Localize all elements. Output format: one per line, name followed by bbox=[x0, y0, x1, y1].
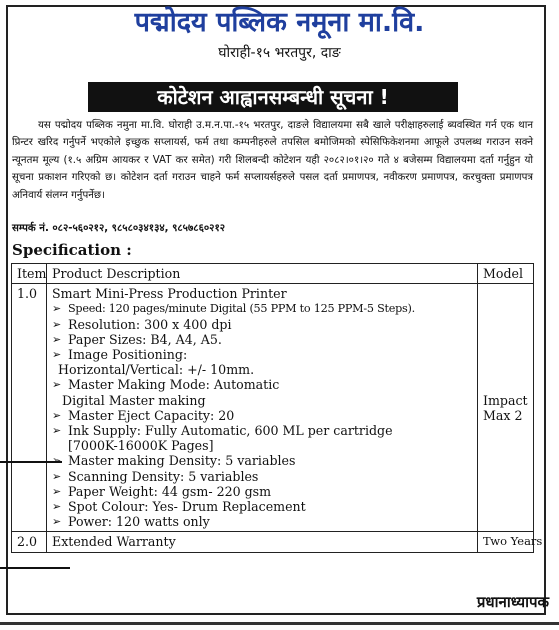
column-header-description: Product Description bbox=[47, 264, 478, 284]
feature-item: ➢ Ink Supply: Fully Automatic, 600 ML per cartridge bbox=[52, 423, 472, 438]
school-name: पद्मोदय पब्लिक नमूना मा.वि. bbox=[134, 7, 425, 38]
feature-item: ➢ Speed: 120 pages/minute Digital (55 PPM to 125 PPM-5 Steps). bbox=[52, 301, 472, 316]
warranty-model: Two Years bbox=[478, 532, 534, 552]
column-header-model: Model bbox=[478, 264, 534, 284]
feature-item: ➢ Master Eject Capacity: 20 bbox=[52, 408, 472, 423]
table-row bbox=[12, 532, 534, 552]
feature-continuation: [7000K-16000K Pages] bbox=[68, 438, 214, 454]
product-title: Smart Mini-Press Production Printer bbox=[52, 286, 287, 302]
feature-item: ➢ Scanning Density: 5 variables bbox=[52, 469, 472, 484]
notice-heading-banner: कोटेशन आह्वानसम्बन्धी सूचना ! bbox=[88, 82, 458, 112]
specification-heading: Specification : bbox=[12, 241, 132, 259]
product-model: Impact Max 2 bbox=[478, 284, 534, 532]
item-number: 2.0 bbox=[12, 532, 47, 552]
product-description bbox=[47, 284, 478, 532]
feature-list bbox=[52, 301, 472, 529]
item-number: 1.0 bbox=[12, 284, 47, 532]
feature-item: ➢ Resolution: 300 x 400 dpi bbox=[52, 317, 472, 332]
specification-table bbox=[11, 263, 543, 553]
feature-continuation: Horizontal/Vertical: +/- 10mm. bbox=[58, 362, 255, 378]
column-header-item: Item bbox=[12, 264, 47, 284]
contact-numbers: सम्पर्क नं. ०८२-५६०२१२, ९८५८०३४१३४, ९८५७८६०२१२ bbox=[12, 223, 226, 234]
feature-continuation: Digital Master making bbox=[62, 392, 206, 408]
feature-item: ➢ Paper Weight: 44 gsm- 220 gsm bbox=[52, 484, 472, 499]
signature-title: प्रधानाध्यापक bbox=[476, 593, 549, 611]
feature-item: ➢ Master Making Mode: Automatic bbox=[52, 377, 472, 392]
feature-item: ➢ Image Positioning: bbox=[52, 347, 472, 362]
feature-item: ➢ Power: 120 watts only bbox=[52, 514, 472, 529]
margin-pointer-line bbox=[0, 567, 70, 569]
warranty-description: Extended Warranty bbox=[47, 532, 478, 552]
table-row bbox=[12, 284, 534, 532]
feature-item: ➢ Master making Density: 5 variables bbox=[52, 453, 472, 468]
table-header-row bbox=[12, 264, 534, 284]
feature-item: ➢ Paper Sizes: B4, A4, A5. bbox=[52, 332, 472, 347]
bottom-divider bbox=[0, 622, 559, 625]
feature-item: ➢ Spot Colour: Yes- Drum Replacement bbox=[52, 499, 472, 514]
margin-pointer-line bbox=[0, 461, 62, 463]
notice-body: यस पद्मोदय पब्लिक नमुना मा.वि. घोराही उ.म.न.पा.-१५ भरतपुर, दाङले विद्यालयमा सबै खाले परीक्षाहरुलाई ब्यवस्थित गर्न एक थान प्रिन्टर खरिद गर्नुपर्ने भएकोले इच्छुक सप्लायर्स, फर्म तथा कम्पनीहरुले तपसिल बमोजिमको स्पेसिफिकेशनमा आफूले उपलब्ध गराउन सक्ने न्यूनतम मूल्य (१.५ अग्रिम आयकर र VAT कर समेत) गरी शिलबन्दी कोटेशन यही २०८२।०१।२० गते ४ बजेसम्म विद्यालयमा दर्ता गर्नुहुन यो सूचना प्रकाशन गरिएको छ। कोटेशन दर्ता गराउन चाहने फर्म सप्लायर्सहरुले पसल दर्ता प्रमाणपत्र, नवीकरण प्रमाणपत्र, करचुक्ता प्रमाणपत्र अनिवार्य संलग्न गर्नुपर्नेछ। bbox=[12, 120, 533, 201]
school-address: घोराही-१५ भरतपुर, दाङ bbox=[218, 45, 341, 61]
